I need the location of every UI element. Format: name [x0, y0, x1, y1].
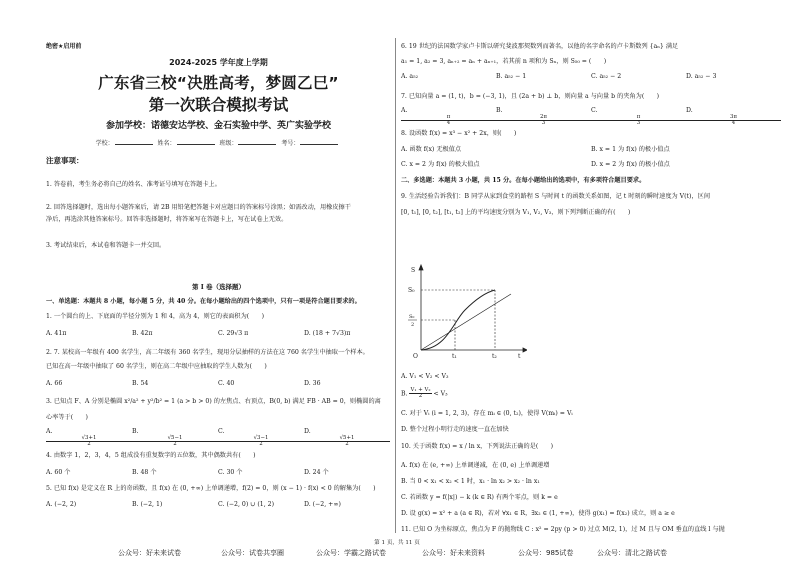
q7-option-a[interactable]: [401, 107, 496, 127]
q2-option-b[interactable]: B. 54: [132, 380, 149, 387]
q4-option-c[interactable]: C. 30 个: [218, 469, 243, 476]
question-11-stem: 11. 已知 O 为坐标原点，焦点为 F 的抛物线 C : x² = 2py (p > 0) 过点 M(2, 1)，过 M 且与 OM 垂直的直线 l 与抛: [401, 526, 725, 533]
question-7-options: [401, 107, 781, 127]
frac-sqrt3-plus1-over-2: $\frac{√3+1}{2}$: [46, 436, 132, 448]
q7-option-d-label: D.: [686, 107, 693, 114]
graph-s-label: S: [411, 267, 416, 274]
question-8-options-row1: [401, 146, 781, 154]
section-2-title: 二、多选题：本题共 3 小题，共 15 分。在每小题给出的选项中，有多项符合题目要求。: [401, 177, 646, 184]
q1-option-a[interactable]: A. 41π: [46, 330, 67, 337]
exam-title-line2: 第一次联合模拟考试: [148, 96, 289, 114]
question-9-stem-line1: 9. 生活经验告诉我们：B 同学从家到食堂的路程 S 与时间 t 的函数关系如图，记 t 时刻的瞬时速度为 V(t)，区间: [401, 193, 711, 200]
graph-s0-label: S₀: [408, 287, 415, 294]
volume-1-title: 第 I 卷（选择题）: [191, 283, 246, 291]
class-blank[interactable]: [238, 144, 276, 145]
question-6-stem-line2: a₁ = 1, a₂ = 3, aₙ₊₂ = aₙ + aₙ₊₁，若其前 n 项和为 Sₙ，则 S₅₀ = ( ): [401, 58, 607, 65]
notice-item-1: 1. 答卷前，考生务必将自己的姓名、准考证号填写在答题卡上。: [46, 181, 221, 188]
graph-s0half-num: S₀: [409, 314, 415, 320]
distance-time-graph: [407, 262, 527, 362]
q2-option-c[interactable]: C. 40: [218, 380, 235, 387]
question-3-stem-line1: 3. 已知点 F、A 分别是椭圆 x²/a² + y²/b² = 1 (a > b > 0) 的左焦点、右顶点，B(0, b) 满足 FB · AB = 0，则椭圆的离: [46, 398, 381, 405]
graph-t1-label: t₁: [452, 353, 457, 360]
frac-2pi-over-3: $\frac{2\pi}{3}$: [496, 115, 591, 127]
graph-origin-label: O: [413, 353, 418, 360]
q10-option-b[interactable]: B. 当 0 < x₁ < x₂ < 1 时，x₁ · ln x₂ > x₂ · ln x₁: [401, 478, 540, 485]
q7-option-c[interactable]: [591, 107, 686, 127]
q9-option-d[interactable]: D. 整个过程小明行走的速度一直在加快: [401, 426, 509, 433]
q9-option-b[interactable]: B. $\frac{\text{V₁ + V₂}}{2}$ < V₃: [401, 387, 448, 400]
exam-title-line1: 广东省三校“决胜高考，梦圆乙巳”: [98, 74, 339, 92]
watermark-6: 公众号：清北之路试卷: [597, 549, 667, 557]
q7-option-d[interactable]: [686, 107, 781, 127]
info-school-label: 学校：: [95, 140, 114, 147]
info-name-label: 姓名：: [157, 140, 176, 147]
q10-option-c[interactable]: C. 若函数 y = f(|x|) − k (k ∈ R) 有两个零点，则 k = e: [401, 494, 558, 501]
q4-option-b[interactable]: B. 48 个: [132, 469, 157, 476]
question-4-stem: 4. 由数字 1，2，3，4，5 组成没有重复数字的五位数，其中偶数共有( ): [46, 452, 256, 459]
school-year: 2024-2025 学年度上学期: [169, 58, 268, 67]
question-6-options: [401, 73, 781, 81]
graph-s0half-den: 2: [411, 322, 415, 328]
participating-schools: 参加学校：诺德安达学校、金石实验中学、英广实验学校: [105, 121, 331, 131]
q3-option-d-label: D.: [304, 428, 311, 435]
info-no-label: 考号：: [281, 140, 300, 147]
q1-option-b[interactable]: B. 42π: [132, 330, 153, 337]
q6-option-d[interactable]: D. a₅₂ − 3: [686, 73, 717, 80]
question-7-stem: 7. 已知向量 a = (1, t)，b = (−3, 1)，且 (2a + b) ⊥ b，则向量 a 与向量 b 的夹角为( ): [401, 93, 660, 100]
question-4-options: [46, 469, 391, 477]
name-blank[interactable]: [177, 144, 215, 145]
q5-option-b[interactable]: B. (−2, 1): [132, 501, 163, 508]
notice-title: 注意事项：: [46, 156, 84, 165]
watermark-2: 公众号：试卷共享圈: [221, 549, 284, 557]
question-1-options: [46, 330, 391, 338]
frac-sqrt3-minus1-over-2: $\frac{√3-1}{2}$: [218, 436, 304, 448]
question-2-options: [46, 380, 391, 388]
q6-option-c[interactable]: C. a₅₂ − 2: [591, 73, 622, 80]
average-speed-line: [421, 294, 511, 350]
notice-item-2-line1: 2. 回答选择题时，选出每小题答案后，请 2B 用铅笔把答题卡对应题目的答案标号涂黑；如需改动，用橡皮擦干: [46, 204, 351, 211]
student-info-line: [46, 140, 391, 148]
q9-option-a[interactable]: A. V₁ < V₂ < V₃: [401, 373, 449, 380]
question-3-stem-line2: 心率等于( ): [46, 414, 88, 421]
question-2-stem-line2: 已知在高一年级中抽取了 60 名学生，则在高二年级中应抽取的学生人数为( ): [46, 363, 267, 370]
q10-option-d[interactable]: D. 设 g(x) = x² + a (a ∈ R)，若对 ∀x₁ ∈ R，∃x₂ ∈ (1, +∞)，使得 g(x₁) = f(x₂) 成立，则 a ≥ e: [401, 510, 675, 517]
q3-option-d[interactable]: [304, 428, 390, 448]
watermark-3: 公众号：学霸之路试卷: [316, 549, 386, 557]
question-1-stem: 1. 一个圆台的上、下底面的半径分别为 1 和 4，高为 4，则它的表面积为( ): [46, 313, 264, 320]
section-1-title: 一、单选题：本题共 8 小题，每小题 5 分，共 40 分。在每小题给出的四个选项中，只有一项是符合题目要求的。: [46, 298, 361, 305]
q2-option-a[interactable]: A. 66: [46, 380, 63, 387]
q5-option-d[interactable]: D. (−2, +∞): [304, 501, 341, 508]
q3-option-a-label: A.: [46, 428, 53, 435]
notice-item-2: [46, 204, 391, 224]
question-10-stem: 10. 关于函数 f(x) = x / ln x，下列说法正确的是( ): [401, 443, 554, 450]
q10-option-a[interactable]: A. f(x) 在 (e, +∞) 上单调递减，在 (0, e) 上单调递增: [401, 462, 550, 469]
s-axis-arrow: [419, 265, 423, 270]
q3-option-b[interactable]: [132, 428, 218, 448]
question-3-options: [46, 428, 391, 448]
watermark-5: 公众号：985试卷: [518, 549, 574, 557]
frac-v1-plus-v2-over-2: $\frac{\text{V₁ + V₂}}{2}$: [410, 387, 431, 400]
q7-option-b-label: B.: [496, 107, 503, 114]
page-number: 第 1 页，共 11 页: [374, 540, 420, 546]
school-blank[interactable]: [115, 144, 153, 145]
q9-option-c[interactable]: C. 对于 Vᵢ (i = 1, 2, 3)，存在 mᵢ ∈ (0, t₂)，使得 V(mᵢ) = Vᵢ: [401, 410, 573, 417]
graph-t2-label: t₂: [492, 353, 497, 360]
frac-sqrt5-minus1-over-2: $\frac{√5-1}{2}$: [132, 436, 218, 448]
frac-3pi-over-4: $\frac{3\pi}{4}$: [686, 115, 781, 127]
question-5-options: [46, 501, 391, 509]
q2-option-d[interactable]: D. 36: [304, 380, 321, 387]
q3-option-c[interactable]: [218, 428, 304, 448]
q1-option-d[interactable]: D. (18 + 7√3)π: [304, 330, 351, 337]
question-5-stem: 5. 已知 f(x) 是定义在 R 上的奇函数，且 f(x) 在 (0, +∞) 上单调递增，f(2) = 0，则 (x − 1) · f(x) < 0 的解集为( ): [46, 485, 376, 492]
q5-option-c[interactable]: C. (−2, 0) ∪ (1, 2): [218, 501, 275, 508]
q6-option-a[interactable]: A. a₅₂: [401, 73, 419, 80]
notice-item-3: 3. 考试结束后，本试卷和答题卡一并交回。: [46, 242, 166, 249]
frac-pi-over-3: $\frac{\pi}{3}$: [591, 115, 686, 127]
question-8-stem: 8. 设函数 f(x) = x³ − x² + 2x，则( ): [401, 130, 517, 137]
q9-option-b-label: B.: [401, 390, 408, 398]
question-2-stem-line1: 2. 7. 某校高一年级有 400 名学生，高二年级有 360 名学生，现用分层抽样的方法在这 760 名学生中抽取一个样本。: [46, 349, 369, 356]
q8-option-c[interactable]: C. x = 2 为 f(x) 的极大值点: [401, 161, 480, 168]
question-8-options-row2: [401, 161, 781, 169]
q4-option-d[interactable]: D. 24 个: [304, 469, 329, 476]
q7-option-b[interactable]: [496, 107, 591, 127]
q7-option-c-label: C.: [591, 107, 598, 114]
frac-sqrt5-plus1-over-2: $\frac{√5+1}{2}$: [304, 436, 390, 448]
q3-option-a[interactable]: [46, 428, 132, 448]
q8-option-b[interactable]: B. x = 1 为 f(x) 的极小值点: [591, 146, 670, 153]
secret-label: 绝密★启用前: [46, 43, 82, 50]
question-9-stem-line2: [0, t₁], [0, t₂], [t₁, t₂] 上的平均速度分别为 V₁, V₂, V₃，则下列判断正确的有( ): [401, 209, 631, 216]
column-divider: [395, 38, 396, 533]
watermark-1: 公众号：好未来试卷: [118, 549, 181, 557]
q3-option-b-label: B.: [132, 428, 139, 435]
frac-pi-over-4: $\frac{\pi}{4}$: [401, 115, 496, 127]
info-class-label: 班级：: [219, 140, 238, 147]
t-axis-arrow: [523, 348, 527, 352]
graph-t-label: t: [518, 353, 521, 360]
notice-item-2-line2: 净后，再选涂其他答案标号。回答非选择题时，将答案写在答题卡上，写在试卷上无效。: [46, 215, 288, 223]
q8-option-d[interactable]: D. x = 2 为 f(x) 的极小值点: [591, 161, 670, 168]
q3-option-c-label: C.: [218, 428, 225, 435]
q5-option-a[interactable]: A. (−2, 2): [46, 501, 77, 508]
q7-option-a-label: A.: [401, 107, 408, 114]
watermark-4: 公众号：好未来资料: [422, 549, 485, 557]
q8-option-a[interactable]: A. 函数 f(x) 无极值点: [401, 146, 462, 153]
question-6-stem-line1: 6. 19 世纪的法国数学家卢卡斯以研究斐波那契数列而著名，以他的名字命名的卢卡斯数列 {aₙ} 满足: [401, 43, 679, 50]
q1-option-c[interactable]: C. 29√3 π: [218, 330, 249, 337]
q4-option-a[interactable]: A. 60 个: [46, 469, 71, 476]
q6-option-b[interactable]: B. a₅₂ − 1: [496, 73, 527, 80]
number-blank[interactable]: [300, 144, 338, 145]
